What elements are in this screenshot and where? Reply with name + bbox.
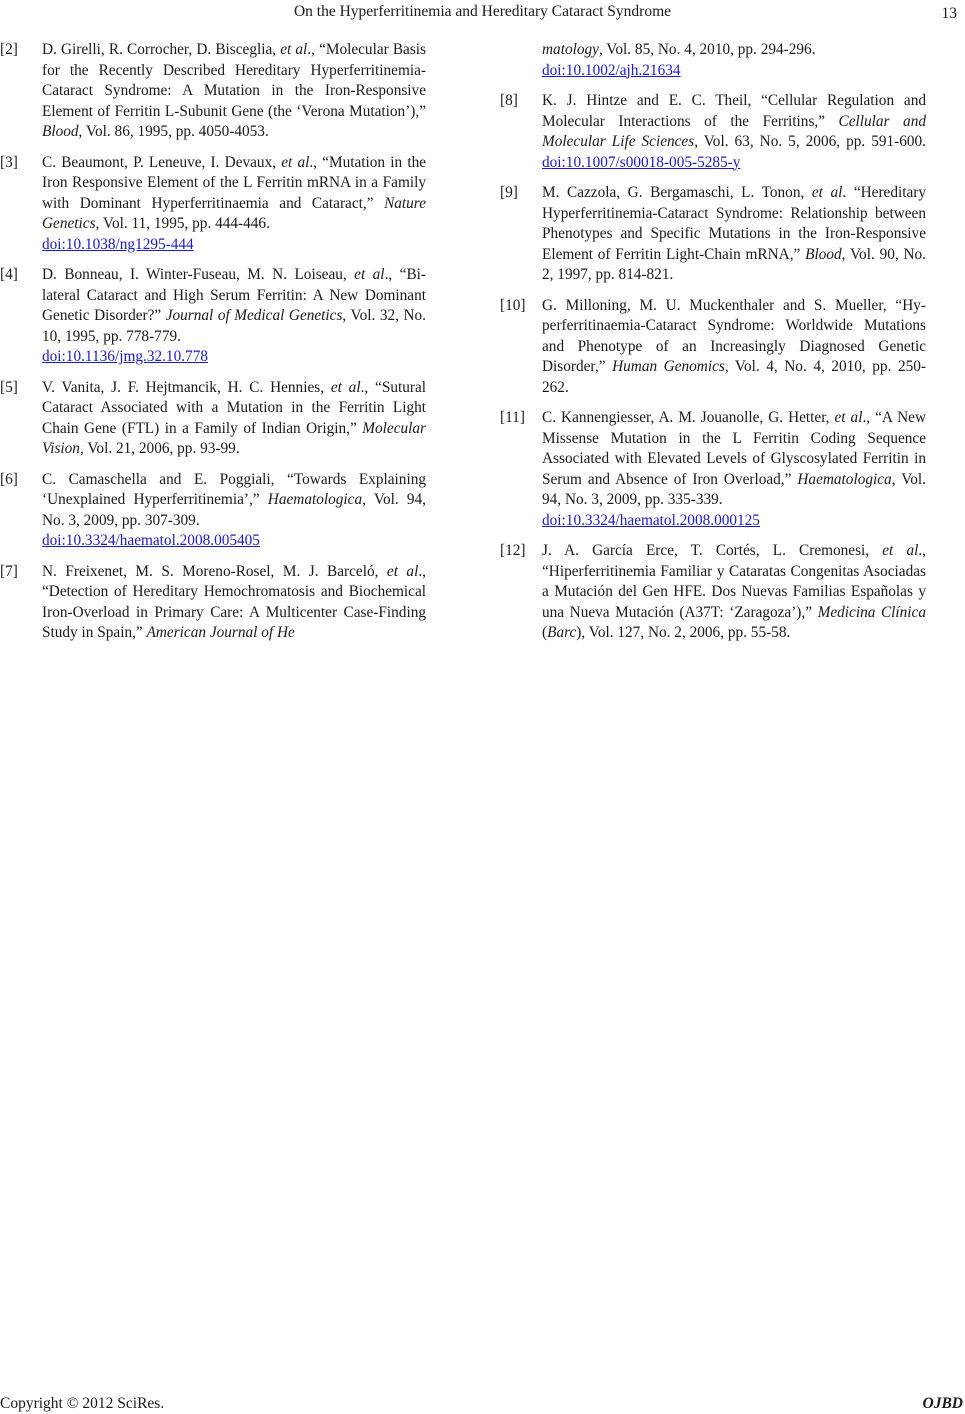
journal-name: Haematologica — [267, 491, 363, 508]
doi-link[interactable]: doi:10.3324/haematol.2008.005405 — [42, 532, 260, 549]
reference-12: [12] J. A. García Erce, T. Cortés, L. Cremonesi, et al., “Hiperferritinemia Familiar y Cataratas Congenitas Asociadas a Mutación del Gen HFE. Dos Nuevas Familias Españolas y una Nueva Mutación (A37T: ‘Zaragoza’),” Medicina Clínica (Barc), Vol. 127, No. 2, 2006, pp. 55-58. — [500, 542, 926, 641]
journal-abbrev: Barc — [547, 624, 577, 641]
journal-name: Molecular Vision — [42, 419, 426, 457]
reference-10: [10] G. Milloning, M. U. Muckenthaler and S. Mueller, “Hyperferritinaemia-Cataract Syndrome: Worldwide Mutations and Phenotype of an Increasingly Diagnosed Genetic Disorder,” Human Genomics, Vol. 4, No. 4, 2010, pp. 250-262. — [500, 296, 926, 396]
doi-link[interactable]: doi:10.3324/haematol.2008.000125 — [542, 511, 760, 529]
journal-name: Cellular and Molecular Life Sciences — [542, 112, 926, 150]
journal-name: Human Genomics — [612, 358, 725, 375]
reference-4: [4] D. Bonneau, I. Winter-Fuseau, M. N. Loiseau, et al., “Bilateral Cataract and High Serum Ferritin: A New Dominant Genetic Disorder?” Journal of Medical Genetics, Vol. 32, No. 10, 1995, pp. 778-779. doi:10.1136/jmg.32.10.778 — [0, 266, 427, 365]
reference-number: [10] — [500, 296, 526, 314]
doi-link[interactable]: doi:10.1002/ajh.21634 — [542, 61, 681, 79]
reference-7: [7] N. Freixenet, M. S. Moreno-Rosel, M. J. Barceló, et al., “Detection of Hereditary Hemochromatosis and Biochemical Iron-Overload in Primary Care: A Multicenter Case-Finding Study in Spain,” American Journal of He — [0, 562, 426, 641]
journal-name: Nature Genetics — [42, 194, 426, 232]
reference-number: [7] — [0, 562, 18, 580]
reference-7-continued: matology, Vol. 85, No. 4, 2010, pp. 294-296. doi:10.1002/ajh.21634 — [542, 41, 816, 79]
journal-name: Blood — [42, 123, 79, 140]
reference-number: [12] — [500, 542, 526, 559]
right-column — [500, 40, 926, 654]
reference-6: [6] C. Camaschella and E. Poggiali, “Towards Explaining ‘Unexplained Hyperferritinemia’,” Haematologica, Vol. 94, No. 3, 2009, pp. 307-309. doi:10.3324/haematol.2008.005405 — [0, 470, 426, 549]
reference-number: [5] — [0, 378, 18, 396]
reference-number: [6] — [0, 470, 18, 488]
page-number: 13 — [941, 5, 957, 22]
reference-number: [4] — [0, 266, 18, 283]
reference-number: [8] — [500, 92, 518, 109]
journal-name: Blood — [805, 245, 842, 263]
reference-5: [5] V. Vanita, J. F. Hejtmancik, H. C. Hennies, et al., “Sutural Cataract Associated with a Mutation in the Ferritin Light Chain Gene (FTL) in a Family of Indian Origin,” Molecular Vision, Vol. 21, 2006, pp. 93-99. — [0, 378, 427, 457]
reference-9: [9] M. Cazzola, G. Bergamaschi, L. Tonon, et al. “Hereditary Hyperferritinemia-Cataract Syndrome: Relationship between Phenotypes and Specific Mutations in the Iron-Responsive Element of Ferritin Light-Chain mRNA,” Blood, Vol. 90, No. 2, 1997, pp. 814-821. — [500, 184, 927, 283]
reference-3: [3] C. Beaumont, P. Leneuve, I. Devaux, et al., “Mutation in the Iron Responsive Element of the L Ferritin mRNA in a Family with Dominant Hyperferritinaemia and Cataract,” Nature Genetics, Vol. 11, 1995, pp. 444-446. doi:10.1038/ng1295-444 — [0, 153, 427, 253]
reference-number: [3] — [0, 153, 18, 171]
left-column — [0, 40, 426, 654]
journal-name: American Journal of He — [146, 624, 295, 641]
reference-number: [11] — [500, 409, 525, 426]
journal-name: Journal of Medical Genetics — [165, 307, 343, 324]
reference-number: [2] — [0, 41, 18, 58]
running-header — [0, 0, 965, 26]
journal-name: Haematologica — [797, 470, 892, 488]
journal-abbreviation: OJBD — [922, 1395, 963, 1412]
reference-2: [2] D. Girelli, R. Corrocher, D. Bisceglia, et al., “Molecular Basis for the Recently Described Hereditary Hyperferritinemia-Cataract Syndrome: A Mutation in the Iron-Responsive Element of Ferritin L-Subunit Gene (the ‘Verona Mutation’),” Blood, Vol. 86, 1995, pp. 4050-4053. — [0, 41, 426, 140]
copyright-notice: Copyright © 2012 SciRes. — [0, 1395, 165, 1412]
doi-link[interactable]: doi:10.1007/s00018-005-5285-y — [542, 153, 741, 171]
journal-name: matology — [542, 41, 599, 58]
reference-number: [9] — [500, 184, 518, 201]
reference-11: [11] C. Kannengiesser, A. M. Jouanolle, G. Hetter, et al., “A New Missense Mutation in the L Ferritin Coding Sequence Associated with Elevated Levels of Glyscosylated Ferritin in Serum and Absence of Iron Overload,” Haematologica, Vol. 94, No. 3, 2009, pp. 335-339. doi:10.3324/haematol.2008.000125 — [500, 409, 927, 529]
doi-link[interactable]: doi:10.1136/jmg.32.10.778 — [42, 348, 209, 365]
running-title: On the Hyperferritinemia and Hereditary Cataract Syndrome — [293, 3, 672, 20]
journal-name: Medicina Clínica — [817, 603, 926, 621]
doi-link[interactable]: doi:10.1038/ng1295-444 — [42, 235, 194, 253]
reference-8: [8] K. J. Hintze and E. C. Theil, “Cellular Regulation and Molecular Interactions of the Ferritins,” Cellular and Molecular Life Sciences, Vol. 63, No. 5, 2006, pp. 591-600. doi:10.1007/s00018-005-5285-y — [500, 92, 927, 171]
